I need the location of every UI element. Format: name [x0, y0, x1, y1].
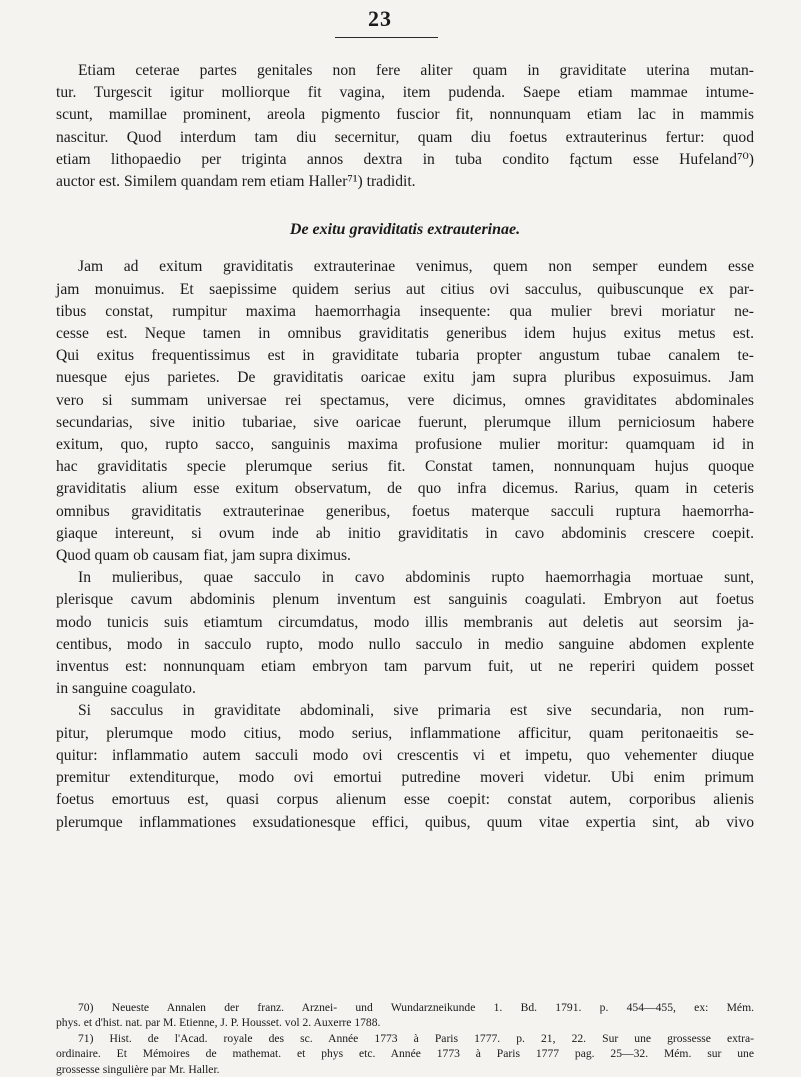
text-line: secundarias, sive initio tubariae, sive oaricae fuerunt, plerumque illum perniciosum habere [56, 413, 754, 431]
text-line: Jam ad exitum graviditatis extrauterinae venimus, quem non semper eundem esse [78, 258, 754, 276]
text-line: cesse est. Neque tamen in omnibus graviditatis generibus idem hujus exitus metus est. [56, 325, 754, 343]
text-line: centibus, modo in sacculo rupto, modo nullo sacculo in medio sanguine abdomen explente [56, 635, 754, 653]
text-line: tibus constat, rumpitur maxima haemorrhagia insequente: qua mulier brevi moriatur ne- [56, 302, 754, 320]
text-line: plerumque inflammationes exsudationesque effici, quibus, quum vitae expertia sint, ab vivo [56, 813, 754, 831]
text-line: quitur: inflammatio autem sacculi modo ovi crescentis vi et impetu, quo vehementer diuque [56, 746, 754, 764]
text-line: In mulieribus, quae sacculo in cavo abdominis rupto haemorrhagia mortuae sunt, [78, 569, 754, 587]
page-number: 23 [368, 6, 392, 31]
footnote-line: ordinaire. Et Mémoires de mathemat. et phys etc. Année 1773 à Paris 1777 pag. 25—32. Mém. sur une [56, 1047, 754, 1061]
text-line: auctor est. Similem quandam rem etiam Haller⁷¹) tradidit. [56, 173, 416, 191]
text-line: tur. Turgescit igitur molliorque fit vagina, item pudenda. Saepe etiam mammae intume- [56, 84, 754, 102]
text-line: omnibus graviditatis extrauterinae generibus, foetus materque sacculi ruptura haemorrha- [56, 502, 754, 520]
text-line: giaque intereunt, si ovum inde ab initio graviditatis in cavo abdominis crescere coepit. [56, 524, 754, 542]
section-heading: De exitu graviditatis extrauterinae. [289, 221, 521, 239]
footnote-line: grossesse singulière par Mr. Haller. [56, 1062, 220, 1076]
text-line: Etiam ceterae partes genitales non fere aliter quam in graviditate uterina mutan- [78, 62, 754, 79]
footnotes [56, 1000, 754, 1077]
text-line: vero si summam universae rei spectamus, vere dicimus, omnes graviditates abdominales [56, 391, 754, 409]
text-line: Qui exitus frequentissimus est in graviditate tubaria propter angustum tubae canalem te- [56, 347, 754, 365]
text-line: in sanguine coagulato. [56, 680, 196, 698]
text-line: nascitur. Quod interdum tam diu secernitur, quam diu foetus extrauterinus fertur: quod [56, 128, 754, 146]
paragraph-4 [56, 700, 754, 833]
text-line: premitur extenditurque, modo ovi emortui putredine moveri videtur. Ubi enim primum [56, 769, 754, 787]
text-line: pitur, plerumque modo citius, modo serius, inflammatione afficitur, quam peritonaeitis se- [56, 724, 754, 742]
footnote-line: 71) Hist. de l'Acad. royale des sc. Année 1773 à Paris 1777. p. 21, 22. Sur une grossesse extra- [78, 1031, 754, 1045]
text-line: jam monuimus. Et saepissime quidem serius aut citius ovi sacculus, quibuscunque ex par- [56, 280, 754, 298]
footnote-line: phys. et d'hist. nat. par M. Etienne, J. P. Housset. vol 2. Auxerre 1788. [56, 1016, 381, 1030]
footnote-line: 70) Neueste Annalen der franz. Arznei- und Wundarzneikunde 1. Bd. 1791. p. 454—455, ex: Mém. [78, 1001, 754, 1014]
body-text [56, 60, 754, 834]
text-line: Si sacculus in graviditate abdominali, sive primaria est sive secundaria, non rum- [78, 702, 754, 720]
text-line: graviditatis alium esse exitum observatum, de quo infra dicemus. Rarius, quam in ceteris [56, 480, 754, 498]
header-rule [335, 37, 438, 38]
text-line: etiam lithopaedio per triginta annos dextra in tuba condito fąctum esse Hufeland⁷⁰) [56, 150, 754, 168]
text-line: plerisque cavum abdominis plenum inventum est sanguinis coagulati. Embryon aut foetus [56, 591, 754, 609]
text-line: exitum, quo, rupto sacco, sanguinis maxima profusione mulier moritur: quamquam id in [56, 436, 754, 454]
text-line: hac graviditatis specie plerumque serius fit. Constat tamen, nonnunquam hujus quoque [56, 458, 754, 476]
paragraph-1 [56, 60, 754, 193]
paragraph-3 [56, 567, 754, 700]
text-line: Quod quam ob causam fiat, jam supra diximus. [56, 547, 351, 565]
text-line: scunt, mamillae prominent, areola pigmento fuscior fit, nonnunquam etiam lac in mammis [56, 106, 754, 124]
text-line: inventus est: nonnunquam etiam embryon tam parvum fuit, ut ne reperiri quidem posset [56, 658, 754, 676]
text-line: foetus emortuus est, quasi corpus alienum esse coepit: constat autem, corporibus alienis [56, 791, 754, 809]
text-line: nuesque ejus parietes. De graviditatis oaricae exitu jam supra pluribus exposuimus. Jam [56, 369, 754, 387]
text-line: modo tunicis suis etiamtum circumdatus, modo illis membranis aut deletis aut seorsim ja- [56, 613, 754, 631]
paragraph-2 [56, 256, 754, 567]
